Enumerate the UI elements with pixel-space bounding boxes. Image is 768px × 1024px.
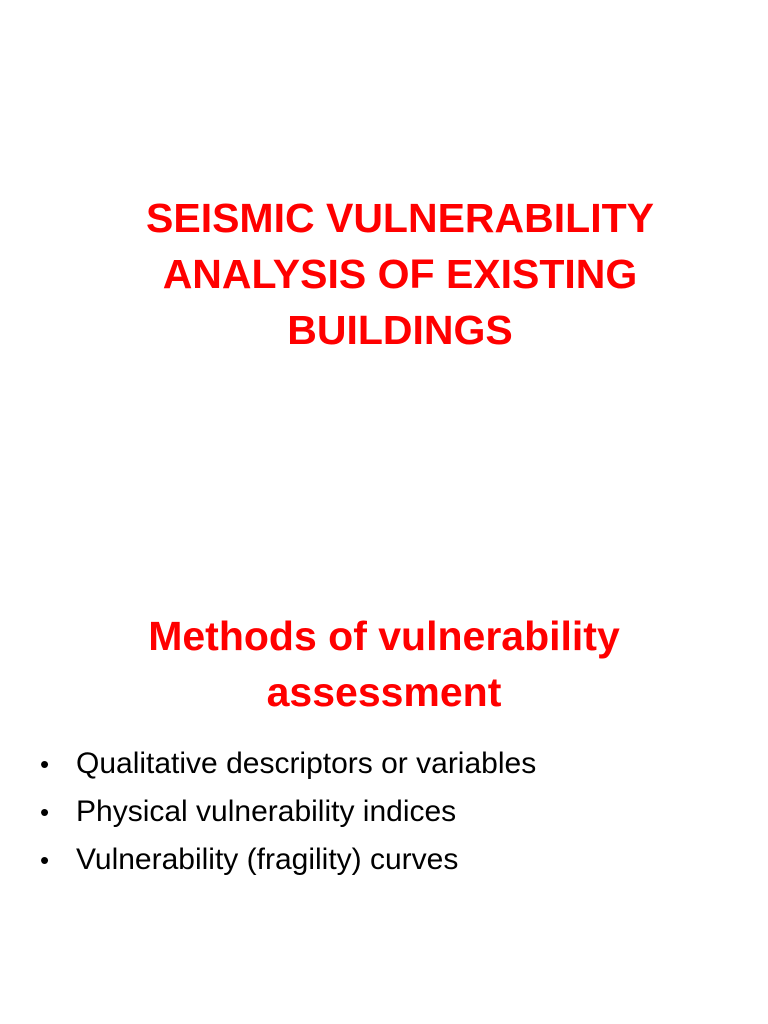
slide-2 <box>0 512 768 1024</box>
list-item <box>40 836 740 884</box>
list-item <box>40 740 740 788</box>
list-item <box>40 788 740 836</box>
slide-1-title <box>40 190 760 358</box>
bullet-text: Physical vulnerability indices <box>76 795 457 828</box>
slide-2-title-line-2: assessment <box>266 669 502 715</box>
slide-1-title-line-1: SEISMIC VULNERABILITY <box>146 195 654 241</box>
bullet-text: Vulnerability (fragility) curves <box>76 843 459 876</box>
bullet-dot-icon: • <box>40 749 50 779</box>
bullet-list <box>40 740 740 884</box>
bullet-text: Qualitative descriptors or variables <box>76 747 537 780</box>
slide-2-title-line-1: Methods of vulnerability <box>148 613 620 659</box>
bullet-dot-icon: • <box>40 797 50 827</box>
slide-2-title <box>0 608 768 720</box>
bullet-dot-icon: • <box>40 845 50 875</box>
slide-1-title-line-3: BUILDINGS <box>287 307 513 353</box>
slide-1-title-line-2: ANALYSIS OF EXISTING <box>162 251 638 297</box>
